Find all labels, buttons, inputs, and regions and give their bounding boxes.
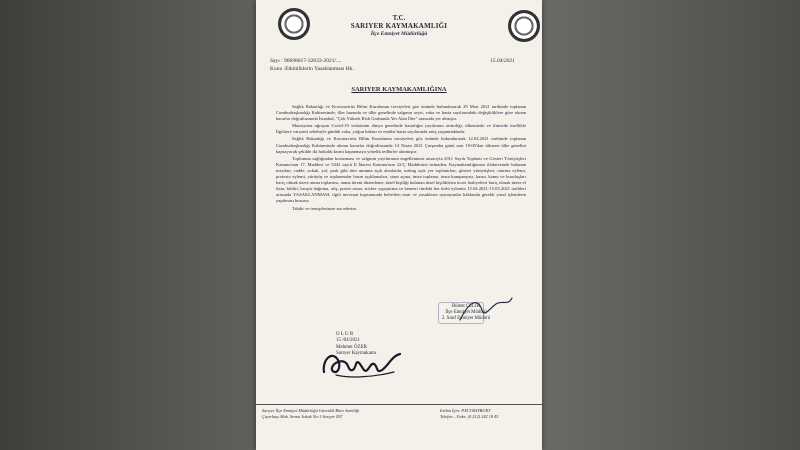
approval-name: Mehmet ÖZER bbox=[336, 344, 367, 350]
handwritten-signature bbox=[318, 342, 408, 382]
body-paragraph: Sağlık Bakanlığı ve Koronavirüs Bilim Kurulunun tavsiyeleri göz önünde bulundurarak 29 Mart 2021 tarihinde toplanan Cumhurbaşkanlığı Kabinesinde; iller bazında ve ülke genelinde salgının seyri, vaka ve hasta sayılarındaki değişikliklere göre alınan kararlar doğrultusunda İstanbul, "Çok Yüksek Risk Grubunda Yer Alan İller" arasında yer almıştır. bbox=[276, 104, 526, 122]
footer-rule bbox=[256, 404, 542, 405]
document-date: 15.04/2021 bbox=[490, 58, 515, 64]
signer-name: Bülent ÇELİK bbox=[451, 304, 481, 309]
letterhead-office: SARIYER KAYMAKAMLIĞI bbox=[350, 22, 448, 30]
body-paragraph: Mutasyona uğrayan Covid-19 virüsünün dünya genelinde hastalığın yayılımını arttırdığı, ülkemizde ve ilimizde özellikle İlgiliiere varyanti sebebiyle günlük vaka, yoğun bakım ve entübe hasta sayılarında artış yaşanmaktadır. bbox=[276, 123, 526, 135]
body-paragraph: Takdir ve tensiplerinize arz ederim. bbox=[292, 205, 358, 211]
letterhead bbox=[256, 14, 542, 38]
reference-number: Sayı : 96698617-32033-2021/.... bbox=[270, 58, 342, 64]
approval-title: Sarıyer Kaymakamı bbox=[336, 350, 377, 356]
document-page bbox=[256, 0, 542, 450]
footer-contact: İrtibat İçin: P.M.T.BAYBURT bbox=[440, 408, 491, 413]
signer-rank: 2. Sınıf Emniyet Müdürü bbox=[441, 316, 491, 321]
body-paragraph: Toplumun sağlığından korunması ve salgının yayılımının engellenmesi amacıyla 2911 Sayılı Toplantı ve Gösteri Yürüyüşleri Kanunu'nun 17. Maddesi ve 5442 sayılı İl İdaresi Kanunu'nun 32/Ç Maddesine istinaden; Kaymakamlığımıza ilüdaresinde bulunan meydan, cadde, sokak, yol, park gibi tüm umuma açık alanlarda, miting açık yer toplantıları, gösteri yürüyüşleri, oturma eylemi, protesto eylemi, yürüyüş ve toplanmalar basın açıklamaları, stant açma, imza toplama, imza kampanyası, basın, kamu ve kuruluşları hariç olmak üzere anma toplantısı, anma töreni düzenleme, tüzel kişiliği bulunan tüzel kişiliklerin ticari faaliyetleri hariç olmak üzere el ilanı, bildiri, broşür dağıtma, afiş, poster asma, sticker yapıştırma ve benzeri türdeki her türlü eylemin 15.04.2021-15.05.2021 tarihleri arasında YASAKLANMASI, ilgili mevzuat kapsamında belirtilen emir ve yasakların uymayanlar hakkında gerekli yasal işlemlerin yapılması hususu; bbox=[276, 155, 526, 204]
letterhead-tc: T.C. bbox=[392, 14, 406, 22]
signer-title: İlçe Emniyet Müdürü bbox=[445, 310, 487, 315]
signer-signature bbox=[456, 290, 516, 330]
subject-line: Konu :Etkinliklerin Yasaklanması Hk. bbox=[270, 66, 354, 72]
footer-phone: Telefon – Faks: (0 212) 242 18 45 bbox=[440, 414, 499, 419]
footer-address: Çayırbaşı Mah. Sırma Sokak No:1 Sarıyer İST bbox=[262, 414, 343, 419]
background-left bbox=[0, 0, 260, 450]
approval-date: 15 /04/2021 bbox=[336, 338, 361, 344]
footer-unit: Sarıyer İlçe Emniyet Müdürlüğü Güvenlik Büro Amirliği bbox=[262, 408, 360, 413]
letterhead-dept: İlçe Emniyet Müdürlüğü bbox=[370, 31, 428, 37]
addressee-title: SARIYER KAYMAKAMLIĞINA bbox=[351, 86, 447, 93]
footer-right bbox=[440, 408, 498, 420]
background-right bbox=[540, 0, 800, 450]
footer-left bbox=[262, 408, 359, 420]
approval-label: O L U R bbox=[336, 332, 354, 337]
body-paragraph: Sağlık Bakanlığı ve Koronavirüs Bilim Kurulunun tavsiyeleri göz önünde bulundurarak 12.04.2021 tarihinde toplanan Cumhurbaşkanlığı Kabinesinde alınan kararlar doğrultusunda 14 Nisan 2021 Çarşamba günü saat 19:00'dan itibaren ülke genelini kapsayacak şekilde iki haftalık kısmi kapanmaya yönelik tedbirler alınmıştır. bbox=[276, 136, 526, 154]
letter-body bbox=[276, 104, 526, 213]
